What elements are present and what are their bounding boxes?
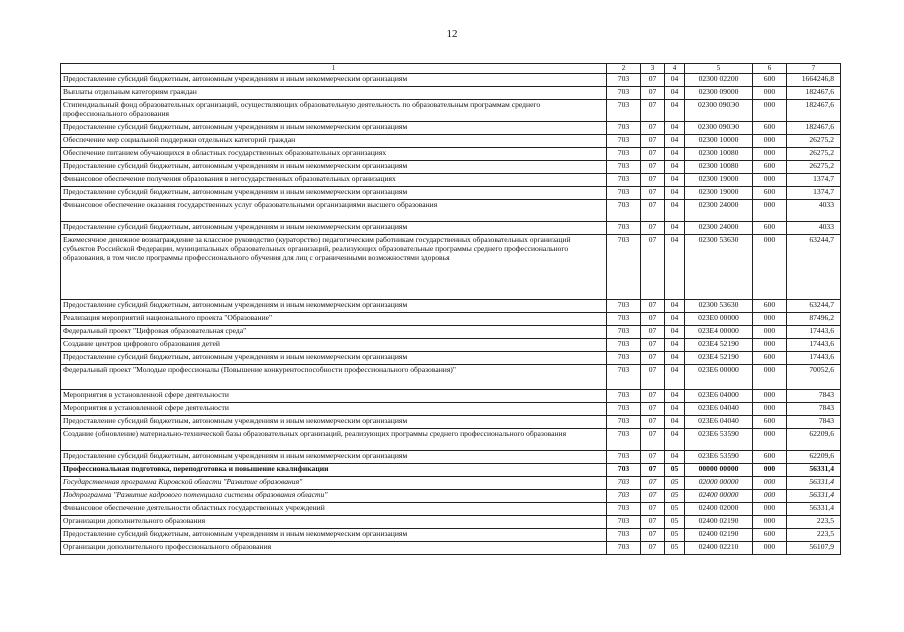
row-subsection-code: 04 (665, 135, 685, 148)
row-name: Обеспечение мер социальной поддержки отдельных категорий граждан (61, 135, 607, 148)
table-row (61, 429, 841, 451)
row-ministry-code: 703 (607, 503, 641, 516)
row-ministry-code: 703 (607, 403, 641, 416)
row-section-code: 07 (641, 403, 665, 416)
row-amount: 56331,4 (787, 477, 841, 490)
row-ministry-code: 703 (607, 122, 641, 135)
row-expense-type-code: 600 (753, 187, 787, 200)
table-row (61, 542, 841, 555)
row-subsection-code: 04 (665, 352, 685, 365)
row-target-article-code: 02300 53630 (685, 300, 753, 313)
row-name: Федеральный проект "Цифровая образовательная среда" (61, 326, 607, 339)
row-amount: 63244,7 (787, 300, 841, 313)
row-subsection-code: 04 (665, 403, 685, 416)
table-row (61, 529, 841, 542)
row-target-article-code: 02300 10000 (685, 135, 753, 148)
row-subsection-code: 05 (665, 542, 685, 555)
row-target-article-code: 02300 19000 (685, 174, 753, 187)
row-section-code: 07 (641, 503, 665, 516)
row-target-article-code: 023E6 04040 (685, 416, 753, 429)
row-section-code: 07 (641, 187, 665, 200)
row-ministry-code: 703 (607, 300, 641, 313)
row-section-code: 07 (641, 222, 665, 235)
table-row (61, 464, 841, 477)
row-amount: 63244,7 (787, 235, 841, 300)
row-expense-type-code: 600 (753, 352, 787, 365)
row-ministry-code: 703 (607, 464, 641, 477)
row-amount: 26275,2 (787, 161, 841, 174)
row-target-article-code: 02400 02000 (685, 503, 753, 516)
table-row (61, 352, 841, 365)
row-name: Реализация мероприятий национального проекта "Образование" (61, 313, 607, 326)
row-subsection-code: 05 (665, 516, 685, 529)
row-ministry-code: 703 (607, 516, 641, 529)
row-expense-type-code: 600 (753, 300, 787, 313)
row-section-code: 07 (641, 313, 665, 326)
row-name: Финансовое обеспечение оказания государственных услуг образовательными организациями высшего образования (61, 200, 607, 222)
row-section-code: 07 (641, 464, 665, 477)
row-name: Предоставление субсидий бюджетным, автономным учреждениям и иным некоммерческим организациям (61, 122, 607, 135)
row-expense-type-code: 600 (753, 122, 787, 135)
row-subsection-code: 05 (665, 464, 685, 477)
row-expense-type-code: 000 (753, 477, 787, 490)
column-header-name: 1 (61, 64, 607, 74)
row-amount: 1374,7 (787, 187, 841, 200)
row-name: Организации дополнительного образования (61, 516, 607, 529)
row-name: Финансовое обеспечение деятельности областных государственных учреждений (61, 503, 607, 516)
row-target-article-code: 02300 09000 (685, 87, 753, 100)
row-ministry-code: 703 (607, 451, 641, 464)
row-subsection-code: 04 (665, 74, 685, 87)
row-subsection-code: 04 (665, 416, 685, 429)
row-section-code: 07 (641, 326, 665, 339)
table-row (61, 122, 841, 135)
row-ministry-code: 703 (607, 365, 641, 390)
row-expense-type-code: 000 (753, 135, 787, 148)
row-ministry-code: 703 (607, 235, 641, 300)
row-target-article-code: 02400 02190 (685, 516, 753, 529)
row-subsection-code: 05 (665, 503, 685, 516)
row-section-code: 07 (641, 122, 665, 135)
row-subsection-code: 05 (665, 490, 685, 503)
row-name: Выплаты отдельным категориям граждан (61, 87, 607, 100)
row-section-code: 07 (641, 300, 665, 313)
row-section-code: 07 (641, 135, 665, 148)
row-expense-type-code: 000 (753, 403, 787, 416)
row-subsection-code: 04 (665, 122, 685, 135)
row-target-article-code: 02300 090Э0 (685, 122, 753, 135)
row-name: Предоставление субсидий бюджетным, автономным учреждениям и иным некоммерческим организациям (61, 187, 607, 200)
row-target-article-code: 02300 02200 (685, 74, 753, 87)
row-expense-type-code: 000 (753, 326, 787, 339)
row-target-article-code: 023E6 04000 (685, 390, 753, 403)
row-name: Государственная программа Кировской области "Развитие образования" (61, 477, 607, 490)
table-row (61, 516, 841, 529)
row-ministry-code: 703 (607, 326, 641, 339)
row-section-code: 07 (641, 235, 665, 300)
row-subsection-code: 04 (665, 235, 685, 300)
row-target-article-code: 02300 53630 (685, 235, 753, 300)
row-subsection-code: 04 (665, 161, 685, 174)
row-subsection-code: 05 (665, 529, 685, 542)
row-ministry-code: 703 (607, 135, 641, 148)
row-ministry-code: 703 (607, 174, 641, 187)
row-name: Создание (обновление) материально-технической базы образовательных организаций, реализующих программы среднего профессионального образования (61, 429, 607, 451)
row-subsection-code: 04 (665, 87, 685, 100)
row-section-code: 07 (641, 339, 665, 352)
row-amount: 7843 (787, 390, 841, 403)
row-amount: 4033 (787, 222, 841, 235)
row-ministry-code: 703 (607, 429, 641, 451)
row-ministry-code: 703 (607, 200, 641, 222)
row-name: Предоставление субсидий бюджетным, автономным учреждениям и иным некоммерческим организациям (61, 529, 607, 542)
table-row (61, 326, 841, 339)
row-amount: 1374,7 (787, 174, 841, 187)
table-row (61, 390, 841, 403)
row-section-code: 07 (641, 161, 665, 174)
row-amount: 62209,6 (787, 451, 841, 464)
row-expense-type-code: 000 (753, 313, 787, 326)
row-name: Ежемесячное денежное вознаграждение за классное руководство (кураторство) педагогическим работникам государственных образовательных организаций субъектов Российской Федерации, муниципальных образовательных организаций, реализующих образовательные программы среднего профессионального образования, в том числе программы профессионального обучения для лиц с ограниченными возможностями здоровья (61, 235, 607, 300)
row-ministry-code: 703 (607, 490, 641, 503)
row-name: Обеспечение питанием обучающихся в областных государственных образовательных организациях (61, 148, 607, 161)
row-amount: 17443,6 (787, 339, 841, 352)
row-section-code: 07 (641, 100, 665, 122)
row-ministry-code: 703 (607, 148, 641, 161)
column-header-ministry: 2 (607, 64, 641, 74)
column-header-amount: 7 (787, 64, 841, 74)
table-row (61, 222, 841, 235)
row-subsection-code: 04 (665, 429, 685, 451)
row-expense-type-code: 600 (753, 161, 787, 174)
row-amount: 56331,4 (787, 503, 841, 516)
row-ministry-code: 703 (607, 161, 641, 174)
row-expense-type-code: 000 (753, 235, 787, 300)
row-name: Предоставление субсидий бюджетным, автономным учреждениям и иным некоммерческим организациям (61, 416, 607, 429)
row-target-article-code: 023E4 52190 (685, 339, 753, 352)
row-expense-type-code: 000 (753, 490, 787, 503)
row-ministry-code: 703 (607, 529, 641, 542)
row-amount: 223,5 (787, 516, 841, 529)
row-target-article-code: 02300 090Э0 (685, 100, 753, 122)
row-subsection-code: 04 (665, 365, 685, 390)
row-ministry-code: 703 (607, 222, 641, 235)
row-amount: 17443,6 (787, 326, 841, 339)
row-subsection-code: 04 (665, 339, 685, 352)
row-subsection-code: 04 (665, 200, 685, 222)
table-row (61, 503, 841, 516)
row-amount: 182467,6 (787, 87, 841, 100)
row-amount: 62209,6 (787, 429, 841, 451)
column-header-subsection: 4 (665, 64, 685, 74)
row-name: Предоставление субсидий бюджетным, автономным учреждениям и иным некоммерческим организациям (61, 300, 607, 313)
table-row (61, 174, 841, 187)
row-expense-type-code: 600 (753, 529, 787, 542)
table-row (61, 148, 841, 161)
row-section-code: 07 (641, 477, 665, 490)
row-amount: 56331,4 (787, 464, 841, 477)
row-expense-type-code: 000 (753, 503, 787, 516)
row-amount: 56331,4 (787, 490, 841, 503)
row-expense-type-code: 000 (753, 174, 787, 187)
row-target-article-code: 02300 19000 (685, 187, 753, 200)
row-expense-type-code: 000 (753, 100, 787, 122)
row-expense-type-code: 600 (753, 74, 787, 87)
row-subsection-code: 04 (665, 451, 685, 464)
row-ministry-code: 703 (607, 87, 641, 100)
row-section-code: 07 (641, 87, 665, 100)
row-name: Финансовое обеспечение получения образования в негосударственных образовательных организациях (61, 174, 607, 187)
row-expense-type-code: 600 (753, 451, 787, 464)
row-name: Мероприятия в установленной сфере деятельности (61, 390, 607, 403)
row-subsection-code: 04 (665, 326, 685, 339)
row-amount: 26275,2 (787, 135, 841, 148)
column-header-target-article: 5 (685, 64, 753, 74)
row-subsection-code: 04 (665, 187, 685, 200)
row-target-article-code: 02400 02210 (685, 542, 753, 555)
table-row (61, 200, 841, 222)
row-expense-type-code: 000 (753, 339, 787, 352)
row-amount: 182467,6 (787, 122, 841, 135)
row-target-article-code: 02300 24000 (685, 200, 753, 222)
row-name: Создание центров цифрового образования детей (61, 339, 607, 352)
table-row (61, 313, 841, 326)
row-ministry-code: 703 (607, 313, 641, 326)
row-section-code: 07 (641, 148, 665, 161)
table-row (61, 235, 841, 300)
table-row (61, 100, 841, 122)
row-ministry-code: 703 (607, 352, 641, 365)
table-row (61, 187, 841, 200)
row-target-article-code: 023E6 53590 (685, 429, 753, 451)
row-name: Федеральный проект "Молодые профессионалы (Повышение конкурентоспособности профессионального образования)" (61, 365, 607, 390)
row-name: Профессиональная подготовка, переподготовка и повышение квалификации (61, 464, 607, 477)
row-section-code: 07 (641, 390, 665, 403)
row-amount: 182467,6 (787, 100, 841, 122)
row-expense-type-code: 000 (753, 542, 787, 555)
row-target-article-code: 02300 10080 (685, 161, 753, 174)
table-row (61, 416, 841, 429)
budget-table (60, 63, 841, 555)
row-target-article-code: 02000 00000 (685, 477, 753, 490)
row-subsection-code: 04 (665, 174, 685, 187)
row-name: Мероприятия в установленной сфере деятельности (61, 403, 607, 416)
row-ministry-code: 703 (607, 542, 641, 555)
row-target-article-code: 02300 24000 (685, 222, 753, 235)
row-amount: 87496,2 (787, 313, 841, 326)
row-name: Стипендиальный фонд образовательных организаций, осуществляющих образовательную деятельность по образовательным программам среднего профессионального образования (61, 100, 607, 122)
row-section-code: 07 (641, 451, 665, 464)
row-amount: 17443,6 (787, 352, 841, 365)
row-name: Предоставление субсидий бюджетным, автономным учреждениям и иным некоммерческим организациям (61, 352, 607, 365)
row-amount: 1664246,8 (787, 74, 841, 87)
row-amount: 70052,6 (787, 365, 841, 390)
row-ministry-code: 703 (607, 100, 641, 122)
row-expense-type-code: 600 (753, 222, 787, 235)
table-row (61, 403, 841, 416)
row-target-article-code: 023E6 00000 (685, 365, 753, 390)
row-target-article-code: 023E4 52190 (685, 352, 753, 365)
row-expense-type-code: 000 (753, 87, 787, 100)
row-section-code: 07 (641, 174, 665, 187)
column-header-section: 3 (641, 64, 665, 74)
row-expense-type-code: 000 (753, 365, 787, 390)
row-section-code: 07 (641, 416, 665, 429)
table-header-row (61, 64, 841, 74)
row-target-article-code: 02400 00000 (685, 490, 753, 503)
row-ministry-code: 703 (607, 390, 641, 403)
row-expense-type-code: 600 (753, 416, 787, 429)
page-number: 12 (446, 28, 458, 40)
row-name: Предоставление субсидий бюджетным, автономным учреждениям и иным некоммерческим организациям (61, 222, 607, 235)
row-section-code: 07 (641, 490, 665, 503)
row-subsection-code: 04 (665, 148, 685, 161)
row-name: Предоставление субсидий бюджетным, автономным учреждениям и иным некоммерческим организациям (61, 74, 607, 87)
row-ministry-code: 703 (607, 339, 641, 352)
row-target-article-code: 02400 02190 (685, 529, 753, 542)
row-subsection-code: 04 (665, 390, 685, 403)
row-section-code: 07 (641, 516, 665, 529)
row-section-code: 07 (641, 200, 665, 222)
column-header-expense-type: 6 (753, 64, 787, 74)
row-name: Предоставление субсидий бюджетным, автономным учреждениям и иным некоммерческим организациям (61, 451, 607, 464)
row-section-code: 07 (641, 542, 665, 555)
table-row (61, 477, 841, 490)
row-target-article-code: 023E0 00000 (685, 313, 753, 326)
row-section-code: 07 (641, 74, 665, 87)
row-ministry-code: 703 (607, 187, 641, 200)
row-subsection-code: 04 (665, 313, 685, 326)
row-target-article-code: 02300 10080 (685, 148, 753, 161)
row-name: Подпрограмма "Развитие кадрового потенциала системы образования области" (61, 490, 607, 503)
table-row (61, 161, 841, 174)
row-ministry-code: 703 (607, 416, 641, 429)
row-amount: 223,5 (787, 529, 841, 542)
row-expense-type-code: 000 (753, 200, 787, 222)
row-section-code: 07 (641, 429, 665, 451)
row-name: Организации дополнительного профессионального образования (61, 542, 607, 555)
row-subsection-code: 04 (665, 100, 685, 122)
row-subsection-code: 04 (665, 300, 685, 313)
table-row (61, 300, 841, 313)
row-amount: 26275,2 (787, 148, 841, 161)
row-expense-type-code: 000 (753, 390, 787, 403)
row-amount: 56107,9 (787, 542, 841, 555)
row-section-code: 07 (641, 529, 665, 542)
row-ministry-code: 703 (607, 74, 641, 87)
row-expense-type-code: 000 (753, 148, 787, 161)
row-amount: 7843 (787, 403, 841, 416)
table-row (61, 365, 841, 390)
table-row (61, 135, 841, 148)
row-subsection-code: 05 (665, 477, 685, 490)
row-ministry-code: 703 (607, 477, 641, 490)
row-expense-type-code: 000 (753, 516, 787, 529)
row-target-article-code: 023E6 53590 (685, 451, 753, 464)
row-section-code: 07 (641, 352, 665, 365)
row-name: Предоставление субсидий бюджетным, автономным учреждениям и иным некоммерческим организациям (61, 161, 607, 174)
row-amount: 7843 (787, 416, 841, 429)
table-row (61, 87, 841, 100)
row-target-article-code: 023E6 04040 (685, 403, 753, 416)
row-target-article-code: 00000 00000 (685, 464, 753, 477)
table-row (61, 74, 841, 87)
row-section-code: 07 (641, 365, 665, 390)
table-row (61, 490, 841, 503)
row-expense-type-code: 000 (753, 464, 787, 477)
row-amount: 4033 (787, 200, 841, 222)
table-row (61, 451, 841, 464)
row-target-article-code: 023E4 00000 (685, 326, 753, 339)
row-expense-type-code: 000 (753, 429, 787, 451)
table-row (61, 339, 841, 352)
row-subsection-code: 04 (665, 222, 685, 235)
